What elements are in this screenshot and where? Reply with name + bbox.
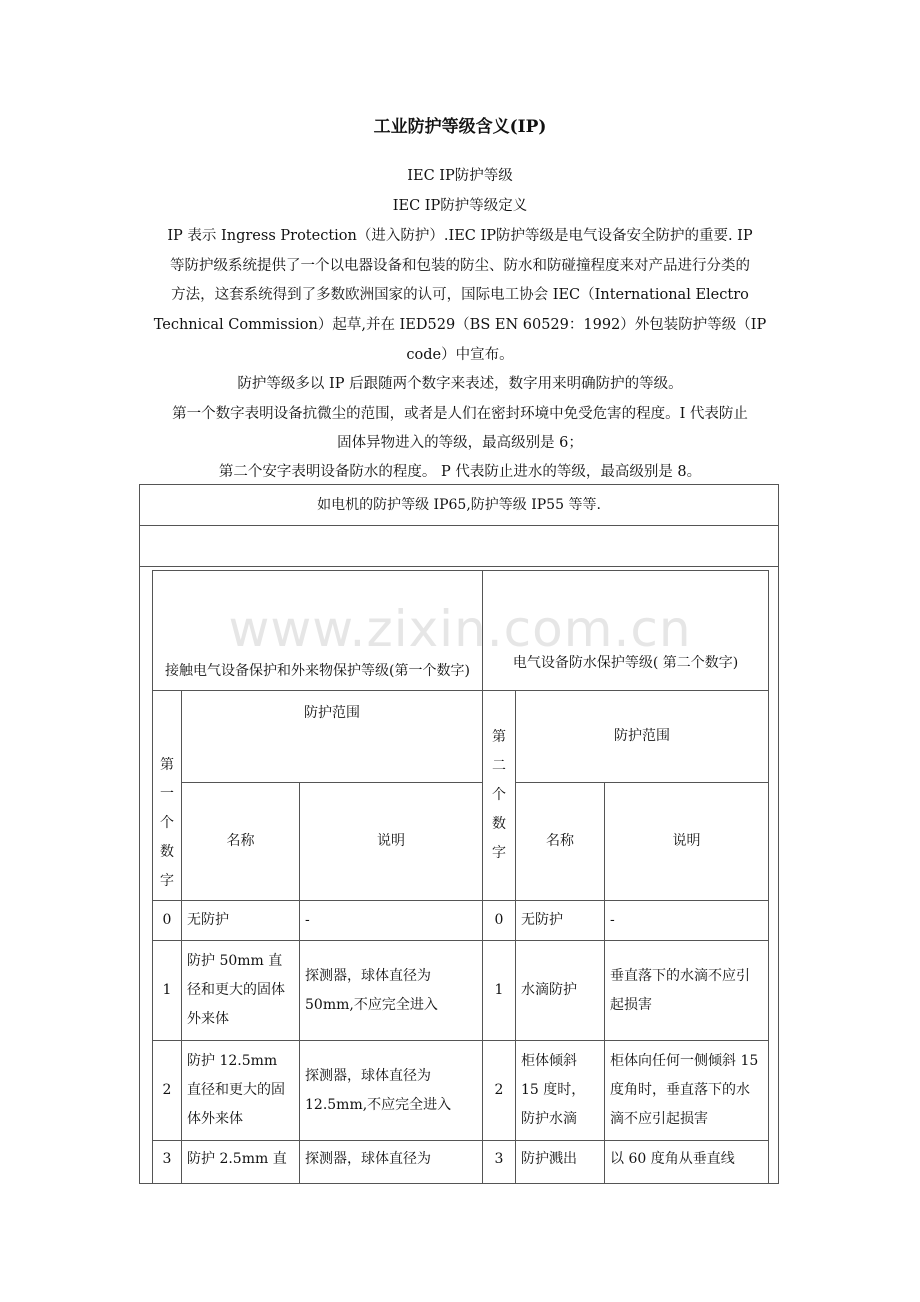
cell: 柜体向任何一侧倾斜 15 度角时，垂直落下的水滴不应引起损害	[605, 1041, 769, 1141]
table-row	[153, 1041, 769, 1141]
text-line: 第二个安字表明设备防水的程度。 P 代表防止进水的等级，最高级别是 8。	[218, 464, 702, 480]
cell: 以 60 度角从垂直线	[605, 1141, 769, 1185]
cell: 无防护	[516, 901, 605, 941]
cell: -	[300, 901, 483, 941]
name-header-right: 名称	[516, 783, 605, 901]
cell: 0	[153, 901, 182, 941]
table-row	[153, 1141, 769, 1185]
text-line: IEC IP防护等级	[407, 168, 513, 184]
text-line: 第一个数字表明设备抗微尘的范围，或者是人们在密封环境中免受危害的程度。I 代表防止	[172, 406, 748, 422]
text-line: IP 表示 Ingress Protection（进入防护）.IEC IP防护等级是电气设备安全防护的重要. IP	[167, 228, 753, 244]
cell: 探测器，球体直径为	[300, 1141, 483, 1185]
cell: -	[605, 901, 769, 941]
cell: 水滴防护	[516, 941, 605, 1041]
document-title: 工业防护等级含义(IP)	[373, 117, 547, 137]
scope-header-right: 防护范围	[516, 691, 769, 783]
text-line: Technical Commission）起草,并在 IED529（BS EN 60529：1992）外包装防护等级（IP	[153, 317, 767, 333]
text-line: 方法，这套系统得到了多数欧洲国家的认可，国际电工协会 IEC（International Electro	[171, 287, 749, 303]
cell: 防护 12.5mm 直径和更大的固体外来体	[182, 1041, 300, 1141]
table-row	[153, 941, 769, 1041]
cell: 2	[153, 1041, 182, 1141]
cell: 1	[483, 941, 516, 1041]
text-line: 防护等级多以 IP 后跟随两个数字来表述，数字用来明确防护的等级。	[237, 376, 683, 392]
cell: 垂直落下的水滴不应引起损害	[605, 941, 769, 1041]
cell: 1	[153, 941, 182, 1041]
text-line: IEC IP防护等级定义	[392, 198, 528, 214]
text-line: 等防护级系统提供了一个以电器设备和包装的防尘、防水和防碰撞程度来对产品进行分类的	[170, 258, 750, 274]
text-line: 固体异物进入的等级，最高级别是 6；	[337, 435, 583, 451]
desc-header-right: 说明	[605, 783, 769, 901]
cell: 无防护	[182, 901, 300, 941]
watermark: www.zixin.com.cn	[228, 600, 692, 658]
text-line: code）中宣布。	[406, 347, 514, 363]
cell: 防护溅出	[516, 1141, 605, 1185]
table-caption: 如电机的防护等级 IP65,防护等级 IP55 等等.	[140, 485, 778, 526]
cell: 3	[153, 1141, 182, 1185]
cell: 防护 50mm 直径和更大的固体外来体	[182, 941, 300, 1041]
table-row	[153, 901, 769, 941]
first-digit-label: 第一个数字	[153, 691, 182, 901]
desc-header-left: 说明	[300, 783, 483, 901]
name-header-left: 名称	[182, 783, 300, 901]
header-second-digit: 电气设备防水保护等级( 第二个数字)	[483, 571, 769, 691]
cell: 探测器，球体直径为 50mm,不应完全进入	[300, 941, 483, 1041]
scope-header-left: 防护范围	[182, 691, 483, 783]
cell: 柜体倾斜 15 度时，防护水滴	[516, 1041, 605, 1141]
empty-row	[140, 526, 778, 567]
ip-rating-table	[152, 570, 769, 1184]
outer-table	[139, 484, 779, 1184]
cell: 3	[483, 1141, 516, 1185]
cell: 2	[483, 1041, 516, 1141]
cell: 防护 2.5mm 直	[182, 1141, 300, 1185]
header-first-digit: 接触电气设备保护和外来物保护等级(第一个数字)	[153, 571, 483, 691]
cell: 探测器，球体直径为 12.5mm,不应完全进入	[300, 1041, 483, 1141]
second-digit-label: 第二个数字	[483, 691, 516, 901]
cell: 0	[483, 901, 516, 941]
